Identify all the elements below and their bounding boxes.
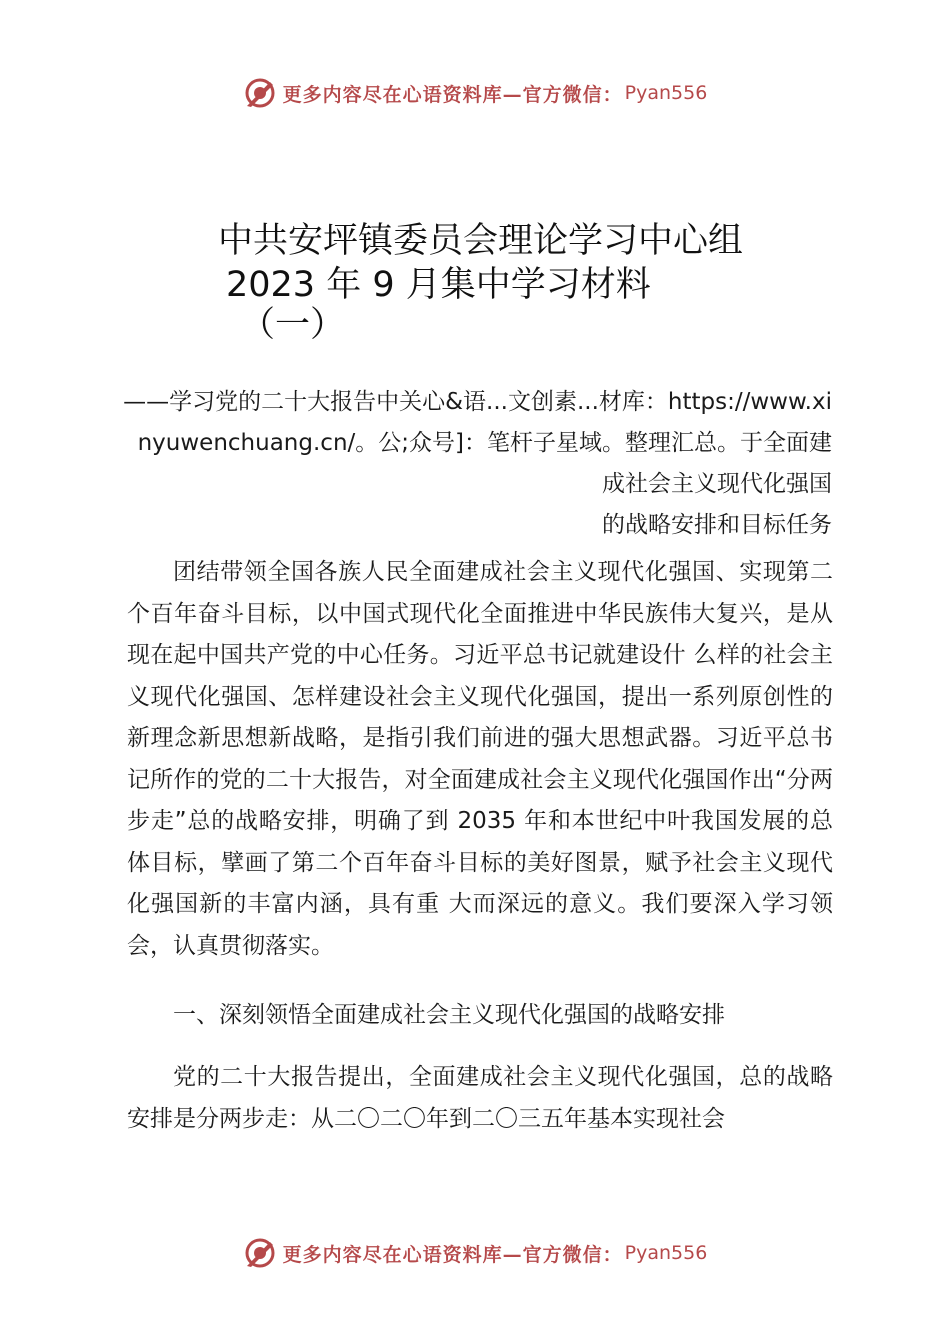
document-subtitle [118,382,832,546]
body-paragraph-2: 党的二十大报告提出，全面建成社会主义现代化强国，总的战略安排是分两步走：从二〇二〇年到二〇三五年基本实现社会 [127,1064,833,1132]
header-watermark-banner [0,73,950,113]
title-line-1: 中共安坪镇委员会理论学习中心组 [218,221,744,261]
subtitle-main: ——学习党的二十大报告中关心&语...文创素...材库：https://www.xinyuwenchuang.cn/。公;众号]：笔杆子星域。整理汇总。于全面建成社会主义现代化强国 [123,389,832,497]
title-line-2: 2023 年 9 月集中学习材料 [226,265,651,305]
body-paragraph-1: 团结带领全国各族人民全面建成社会主义现代化强国、实现第二个百年奋斗目标，以中国式现代化全面推进中华民族伟大复兴，是从现在起中国共产党的中心任务。习近平总书记就建设什 么样的社会主义现代化强国、怎样建设社会主义现代化强国，提出一系列原创性的新理念新思想新战略，是指引我们前进的强大思想武器。习近平总书记所作的党的二十大报告，对全面建成社会主义现代化强国作出“分两步走”总的战略安排，明确了到 2035 年和本世纪中叶我国发展的总体目标，擘画了第二个百年奋斗目标的美好图景，赋予社会主义现代化强国新的丰富内涵，具有重 大而深远的意义。我们要深入学习领会，认真贯彻落实。 [127,559,833,959]
pen-circle-logo-icon [243,76,277,110]
banner-slogan: 更多内容尽在心语资料库—官方微信： [282,83,623,106]
title-line-3: （一） [240,305,346,345]
subtitle-last-line: 的战略安排和目标任务 [602,512,832,538]
pen-circle-logo-icon [243,1236,277,1270]
footer-watermark-banner [0,1233,950,1273]
section-heading-1: 一、深刻领悟全面建成社会主义现代化强国的战略安排 [173,1002,725,1028]
banner-slogan: 更多内容尽在心语资料库—官方微信： [282,1243,623,1266]
banner-wechat-id: Pyan556 [624,1242,708,1264]
banner-wechat-id: Pyan556 [624,82,708,104]
